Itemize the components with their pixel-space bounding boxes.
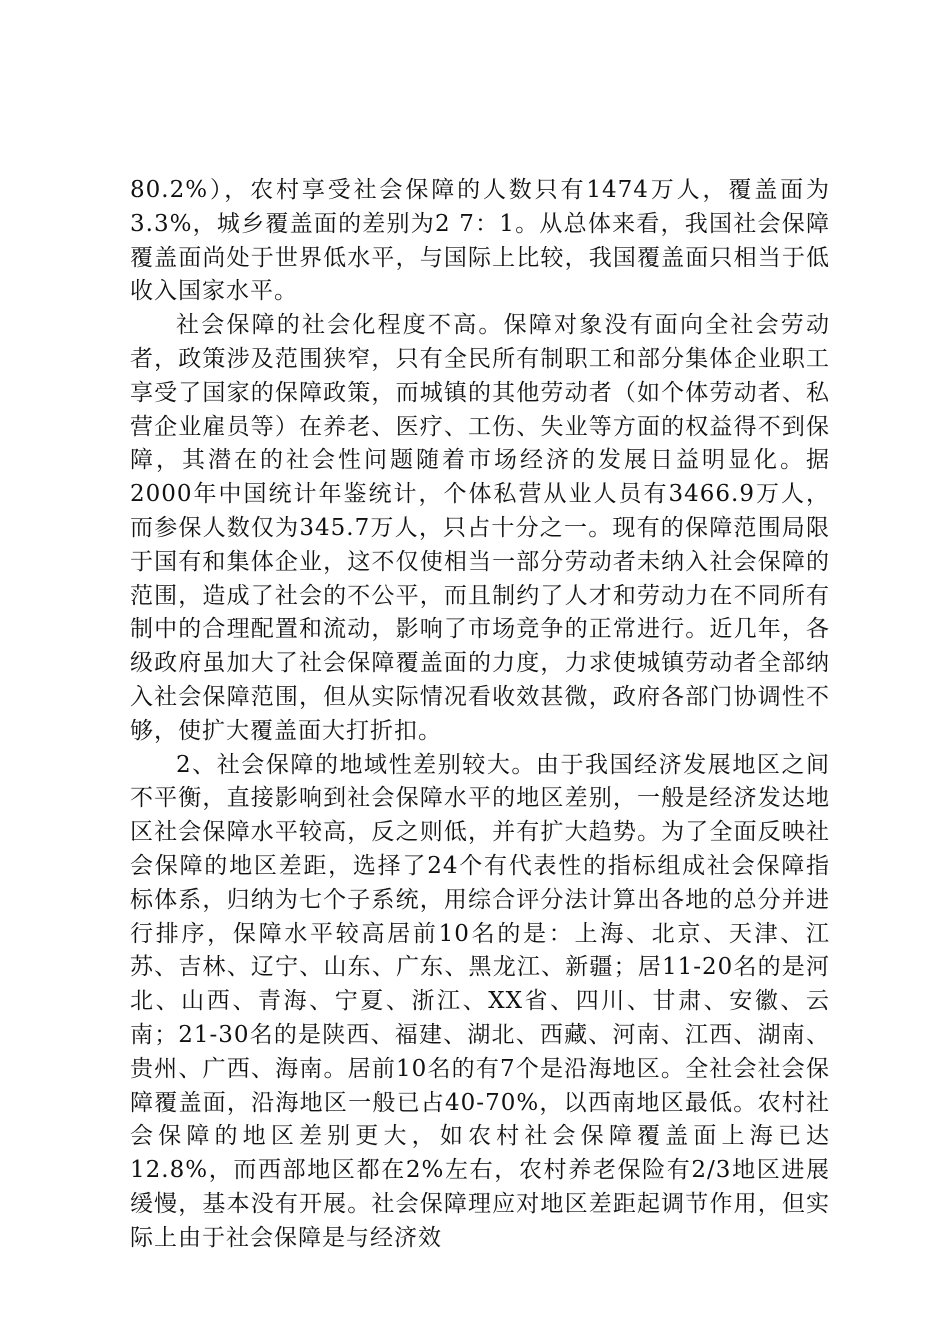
paragraph-regional-differences: 2、社会保障的地域性差别较大。由于我国经济发展地区之间不平衡，直接影响到社会保障水平的地区差别，一般是经济发达地区社会保障水平较高，反之则低，并有扩大趋势。为了全面反映社会保障的地区差距，选择了24个有代表性的指标组成社会保障指标体系，归纳为七个子系统，用综合评分法计算出各地的总分并进行排序，保障水平较高居前10名的是：上海、北京、天津、江苏、吉林、辽宁、山东、广东、黑龙江、新疆；居11-20名的是河北、山西、青海、宁夏、浙江、XX省、四川、甘肃、安徽、云南；21-30名的是陕西、福建、湖北、西藏、河南、江西、湖南、贵州、广西、海南。居前10名的有7个是沿海地区。全社会社会保障覆盖面，沿海地区一般已占40-70%，以西南地区最低。农村社会保障的地区差别更大，如农村社会保障覆盖面上海已达12.8%，而西部地区都在2%左右，农村养老保险有2/3地区进展缓慢，基本没有开展。社会保障理应对地区差距起调节作用，但实际上由于社会保障是与经济效 — [130, 751, 830, 1251]
paragraph-socialization-level: 社会保障的社会化程度不高。保障对象没有面向全社会劳动者，政策涉及范围狭窄，只有全民所有制职工和部分集体企业职工享受了国家的保障政策，而城镇的其他劳动者（如个体劳动者、私营企业雇员等）在养老、医疗、工伤、失业等方面的权益得不到保障，其潜在的社会性问题随着市场经济的发展日益明显化。据2000年中国统计年鉴统计，个体私营从业人员有3466.9万人，而参保人数仅为345.7万人，只占十分之一。现有的保障范围局限于国有和集体企业，这不仅使相当一部分劳动者未纳入社会保障的范围，造成了社会的不公平，而且制约了人才和劳动力在不同所有制中的合理配置和流动，影响了市场竞争的正常进行。近几年，各级政府虽加大了社会保障覆盖面的力度，力求使城镇劳动者全部纳入社会保障范围，但从实际情况看收效甚微，政府各部门协调性不够，使扩大覆盖面大打折扣。 — [130, 312, 830, 744]
paragraph-coverage-comparison: 80.2%），农村享受社会保障的人数只有1474万人，覆盖面为3.3%，城乡覆盖面的差别为2 7：1。从总体来看，我国社会保障覆盖面尚处于世界低水平，与国际上比较，我国覆盖面只相当于低收入国家水平。 — [130, 177, 830, 305]
document-body — [130, 174, 830, 1256]
